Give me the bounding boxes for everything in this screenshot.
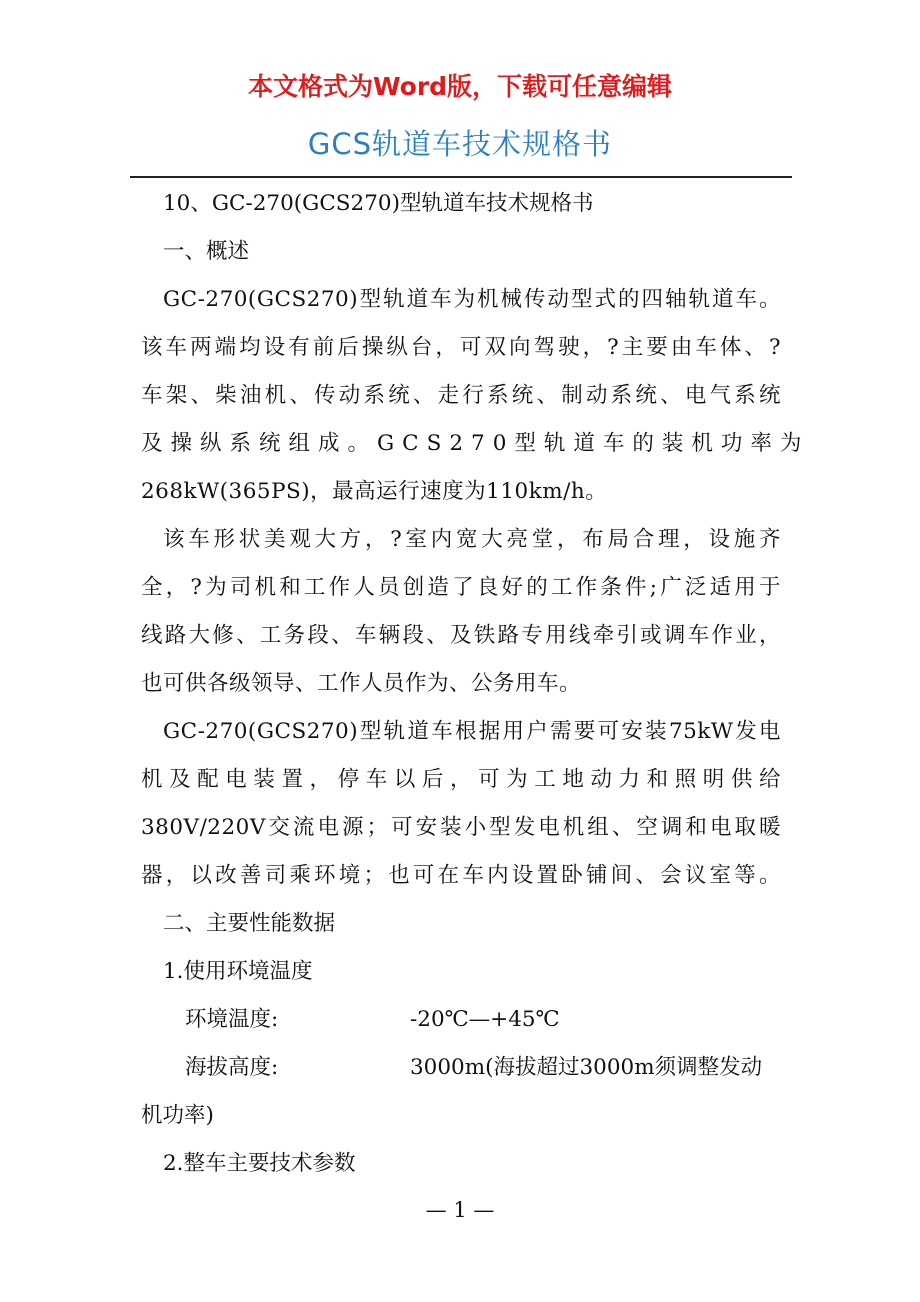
page-number: — 1 — [425,1198,495,1222]
overview-paragraph-2 [141,516,781,708]
paragraph-line: 也可供各级领导、工作人员作为、公务用车。 [141,671,582,696]
paragraph-line: 全，?为司机和工作人员创造了良好的工作条件;广泛适用于 [141,575,781,600]
altitude-row [141,1044,781,1092]
title-divider [130,176,792,178]
overview-heading: 一、概述 [163,239,250,264]
params-heading: 2.整车主要技术参数 [163,1151,356,1176]
download-banner: 本文格式为Word版，下载可任意编辑 [247,72,673,101]
overview-paragraph-3 [141,708,781,900]
env-temp-label: 环境温度: [185,1007,279,1032]
document-title: GCS轨道车技术规格书 [307,127,613,161]
document-body [141,180,810,1188]
paragraph-line: 380V/220V交流电源；可安装小型发电机组、空调和电取暖 [141,815,781,840]
overview-paragraph-1 [141,276,810,516]
paragraph-line: 该车形状美观大方，?室内宽大亮堂，布局合理，设施齐 [163,527,781,552]
env-temp-value: -20℃—+45℃ [410,1007,560,1032]
paragraph-line: 268kW(365PS)，最高运行速度为110km/h。 [141,479,608,504]
paragraph-line: 车架、柴油机、传动系统、走行系统、制动系统、电气系统 [141,383,781,408]
paragraph-line: 该车两端均设有前后操纵台，可双向驾驶，?主要由车体、? [141,335,781,360]
altitude-value: 3000m(海拔超过3000m须调整发动 [410,1055,763,1080]
env-heading: 1.使用环境温度 [163,959,313,984]
paragraph-line: 机及配电装置，停车以后，可为工地动力和照明供给 [141,767,781,792]
paragraph-line: 线路大修、工务段、车辆段、及铁路专用线牵引或调车作业， [141,623,781,648]
paragraph-line: GC-270(GCS270)型轨道车根据用户需要可安装75kW发电 [163,719,781,744]
paragraph-line: 及操纵系统组成。GCS270型轨道车的装机功率为 [141,431,810,456]
env-temp-row [141,996,781,1044]
paragraph-line: GC-270(GCS270)型轨道车为机械传动型式的四轴轨道车。 [163,287,781,312]
altitude-continuation: 机功率) [141,1103,214,1128]
altitude-label: 海拔高度: [185,1055,279,1080]
section2-heading: 二、主要性能数据 [163,911,336,936]
section-heading: 10、GC-270(GCS270)型轨道车技术规格书 [163,191,594,216]
paragraph-line: 器，以改善司乘环境；也可在车内设置卧铺间、会议室等。 [141,863,781,888]
